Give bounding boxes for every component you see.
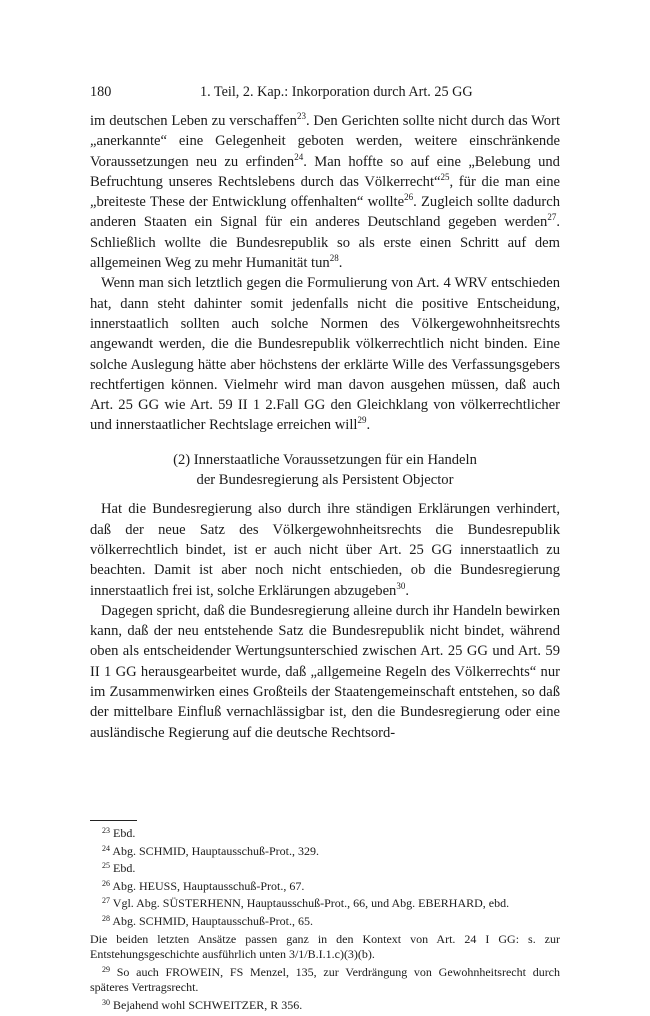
section-heading-line-1: (2) Innerstaatliche Voraussetzungen für ein Handeln xyxy=(173,451,477,468)
footnotes xyxy=(90,826,560,1016)
footnote-28: $^{28}$ Abg. SCHMID, Hauptausschuß-Prot., 65. xyxy=(102,913,314,928)
footnote-26: $^{26}$ Abg. HEUSS, Hauptausschuß-Prot., 67. xyxy=(102,878,305,893)
running-header xyxy=(90,84,560,104)
page-number: 180 xyxy=(90,84,112,100)
paragraph-4: Dagegen spricht, daß die Bundesregierung alleine durch ihr Handeln bewirken kann, daß der neu entstehende Satz die Bundesrepublik nicht bindet, während oben als entscheidender Wertungsunterschied zwischen Art. 25 GG und Art. 59 II 1 GG herausgearbeitet wurde, daß „allgemeine Regeln des Völkerrechts“ nur im Zusammenwirken eines Großteils der Staatengemeinschaft entstehen, so daß der mittelbare Einfluß vernachlässigbar ist, den die Bundesregierung oder eine ausländische Regierung auf die deutsche Rechtsord- xyxy=(90,602,560,741)
footnote-29: $^{29}$ So auch FROWEIN, FS Menzel, 135, zur Verdrängung von Gewohnheitsrecht durch späteres Vertragsrecht. xyxy=(90,964,561,995)
footnote-28-continuation: Die beiden letzten Ansätze passen ganz in den Kontext von Art. 24 I GG: s. zur Entstehungsgeschichte ausführlich unten 3/1/B.I.1.c)(3)(b). xyxy=(90,931,560,962)
footnote-23: $^{23}$ Ebd. xyxy=(102,826,136,840)
paragraph-2: Wenn man sich letztlich gegen die Formulierung von Art. 4 WRV entschieden hat, dann steht dahinter somit jedenfalls nicht die positive Entscheidung, innerstaatlich sollten auch solche Normen des Völkergewohnheitsrechts angewandt werden, die die Bundesrepublik völkerrechtlich nicht binden. Eine solche Auslegung hätte aber höchstens der erklärte Wille des Verfassungsgebers rechtfertigen können. Vielmehr wird man davon ausgehen müssen, daß auch Art. 25 GG wie Art. 59 II 1 2.Fall GG den Gleichklang von völkerrechtlicher und innerstaatlicher Rechtslage erreichen will$^{29}$. xyxy=(90,275,560,434)
footnote-27: $^{27}$ Vgl. Abg. SÜSTERHENN, Hauptausschuß-Prot., 66, und Abg. EBERHARD, ebd. xyxy=(102,896,510,911)
footnote-30: $^{30}$ Bejahend wohl SCHWEITZER, R 356. xyxy=(102,997,303,1012)
running-title: 1. Teil, 2. Kap.: Inkorporation durch Art. 25 GG xyxy=(200,84,473,100)
footnote-rule xyxy=(90,820,137,821)
section-heading xyxy=(90,450,560,491)
paragraph-3: Hat die Bundesregierung also durch ihre ständigen Erklärungen verhindert, daß der neue Satz des Völkergewohnheitsrechts die Bundesrepublik völkerrechtlich bindet, ist er auch nicht über Art. 25 GG innerstaatlich zu beachten. Damit ist aber noch nicht entschieden, ob die Bundesregierung innerstaatlich frei ist, solche Erklärungen abzugeben$^{30}$. xyxy=(90,501,560,599)
footnote-25: $^{25}$ Ebd. xyxy=(102,861,136,876)
main-text xyxy=(90,111,560,743)
footnote-24: $^{24}$ Abg. SCHMID, Hauptausschuß-Prot., 329. xyxy=(102,843,320,858)
section-heading-line-2: der Bundesregierung als Persistent Objector xyxy=(196,472,454,489)
paragraph-1: im deutschen Leben zu verschaffen$^{23}$. Den Gerichten sollte nicht durch das Wort „anerkannte“ eine Gelegenheit geboten werden, weitere einschränkende Voraussetzungen neu zu erfinden$^{24}$. Man hoffte so auf eine „Belebung und Befruchtung unseres Rechtslebens durch das Völkerrecht“$^{25}$, für die man eine „breiteste These der Entwicklung offenhalten“ wollte$^{26}$. Zugleich sollte dadurch anderen Staaten ein Signal für ein anderes Deutschland gegeben werden$^{27}$. Schließlich wollte die Bundesrepublik so als erste einen Schritt auf dem allgemeinen Weg zu mehr Humanität tun$^{28}$. xyxy=(90,111,561,272)
